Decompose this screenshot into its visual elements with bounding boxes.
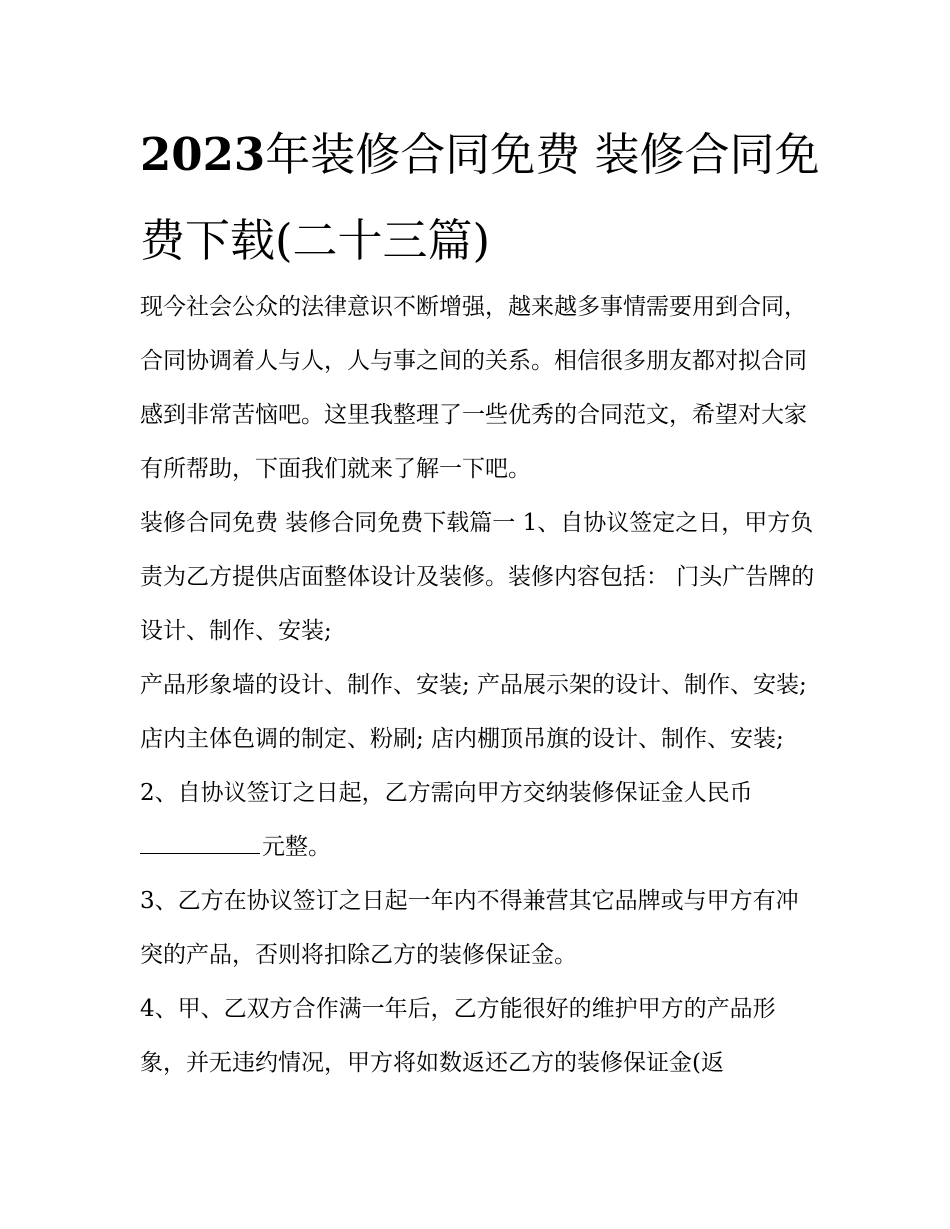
paragraph-4: 3、乙方在协议签订之日起一年内不得兼营其它品牌或与甲方有冲突的产品，否则将扣除乙方的装修保证金。 <box>140 888 799 968</box>
paragraph-3-end: 元整。 <box>262 834 331 860</box>
paragraph-1: 装修合同免费 装修合同免费下载篇一 1、自协议签定之日，甲方负责为乙方提供店面整体设计及装修。装修内容包括： 门头广告牌的设计、制作、安装; <box>140 510 815 644</box>
title-text: 年装修合同免费 装修合同免费下载(二十三篇) <box>140 128 820 267</box>
paragraph-5: 4、甲、乙双方合作满一年后，乙方能很好的维护甲方的产品形象，并无违约情况，甲方将如数返还乙方的装修保证金(返 <box>140 996 776 1076</box>
document-title <box>140 112 830 284</box>
paragraph-3-start: 2、自协议签订之日起，乙方需向甲方交纳装修保证金人民币 <box>140 780 753 806</box>
intro-paragraph: 现今社会公众的法律意识不断增强，越来越多事情需要用到合同，合同协调着人与人，人与事之间的关系。相信很多朋友都对拟合同感到非常苦恼吧。这里我整理了一些优秀的合同范文，希望对大家有所帮助，下面我们就来了解一下吧。 <box>140 294 807 482</box>
title-year: 2023 <box>140 128 266 181</box>
paragraph-2: 产品形象墙的设计、制作、安装; 产品展示架的设计、制作、安装; 店内主体色调的制定、粉刷; 店内棚顶吊旗的设计、制作、安装; <box>140 672 807 752</box>
document-body <box>140 280 820 1090</box>
paragraph-3 <box>140 766 820 874</box>
deposit-amount-blank <box>140 833 260 854</box>
